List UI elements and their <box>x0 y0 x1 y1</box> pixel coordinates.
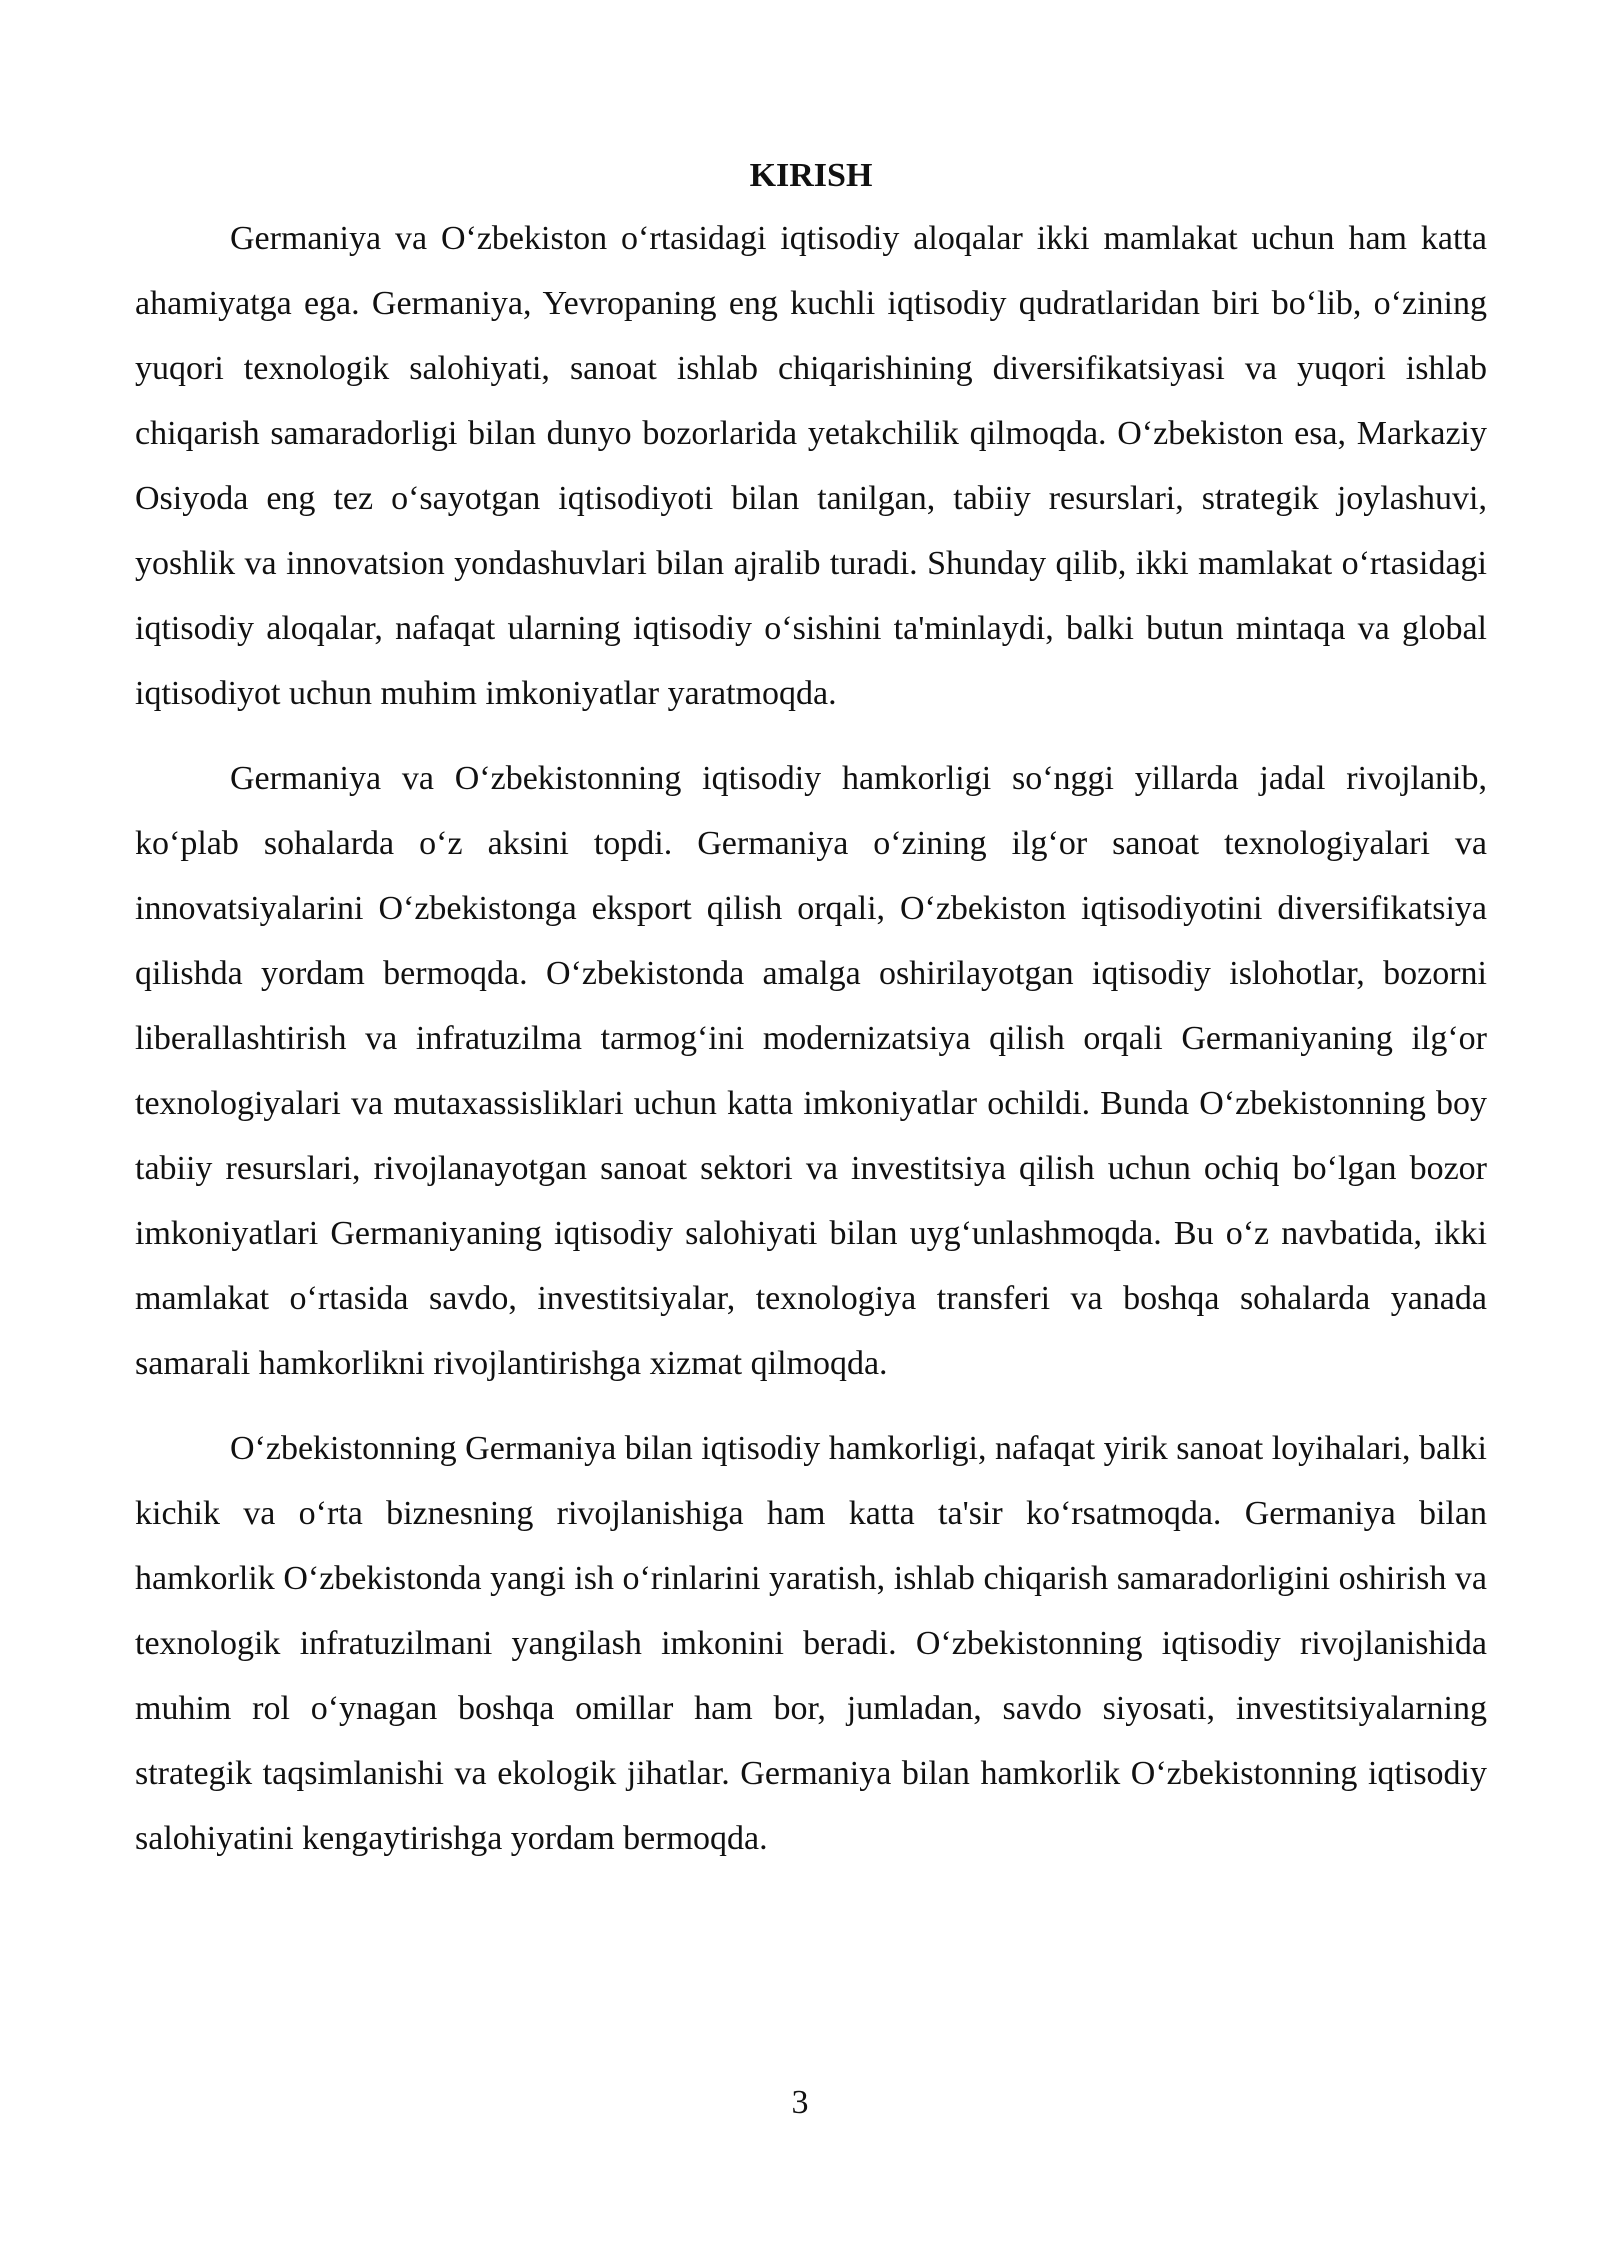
section-title: KIRISH <box>749 157 873 194</box>
paragraph-3: O‘zbekistonning Germaniya bilan iqtisodiy hamkorligi, nafaqat yirik sanoat loyihalari, balki kichik va o‘rta biznesning rivojlanishiga ham katta ta'sir ko‘rsatmoqda. Germaniya bilan hamkorlik O‘zbekistonda yangi ish o‘rinlarini yaratish, ishlab chiqarish samaradorligini oshirish va texnologik infratuzilmani yangilash imkonini beradi. O‘zbekistonning iqtisodiy rivojlanishida muhim rol o‘ynagan boshqa omillar ham bor, jumladan, savdo siyosati, investitsiyalarning strategik taqsimlanishi va ekologik jihatlar. Germaniya bilan hamkorlik O‘zbekistonning iqtisodiy salohiyatini kengaytirishga yordam bermoqda. <box>135 1430 1487 1857</box>
paragraph-1: Germaniya va O‘zbekiston o‘rtasidagi iqtisodiy aloqalar ikki mamlakat uchun ham katta ahamiyatga ega. Germaniya, Yevropaning eng kuchli iqtisodiy qudratlaridan biri bo‘lib, o‘zining yuqori texnologik salohiyati, sanoat ishlab chiqarishining diversifikatsiyasi va yuqori ishlab chiqarish samaradorligi bilan dunyo bozorlarida yetakchilik qilmoqda. O‘zbekiston esa, Markaziy Osiyoda eng tez o‘sayotgan iqtisodiyoti bilan tanilgan, tabiiy resurslari, strategik joylashuvi, yoshlik va innovatsion yondashuvlari bilan ajralib turadi. Shunday qilib, ikki mamlakat o‘rtasidagi iqtisodiy aloqalar, nafaqat ularning iqtisodiy o‘sishini ta'minlaydi, balki butun mintaqa va global iqtisodiyot uchun muhim imkoniyatlar yaratmoqda. <box>135 220 1487 712</box>
page-number: 3 <box>791 2084 809 2121</box>
paragraph-2: Germaniya va O‘zbekistonning iqtisodiy hamkorligi so‘nggi yillarda jadal rivojlanib, ko‘plab sohalarda o‘z aksini topdi. Germaniya o‘zining ilg‘or sanoat texnologiyalari va innovatsiyalarini O‘zbekistonga eksport qilish orqali, O‘zbekiston iqtisodiyotini diversifikatsiya qilishda yordam bermoqda. O‘zbekistonda amalga oshirilayotgan iqtisodiy islohotlar, bozorni liberallashtirish va infratuzilma tarmog‘ini modernizatsiya qilish orqali Germaniyaning ilg‘or texnologiyalari va mutaxassisliklari uchun katta imkoniyatlar ochildi. Bunda O‘zbekistonning boy tabiiy resurslari, rivojlanayotgan sanoat sektori va investitsiya qilish uchun ochiq bo‘lgan bozor imkoniyatlari Germaniyaning iqtisodiy salohiyati bilan uyg‘unlashmoqda. Bu o‘z navbatida, ikki mamlakat o‘rtasida savdo, investitsiyalar, texnologiya transferi va boshqa sohalarda yanada samarali hamkorlikni rivojlantirishga xizmat qilmoqda. <box>135 760 1487 1382</box>
document-body <box>135 150 1487 1891</box>
